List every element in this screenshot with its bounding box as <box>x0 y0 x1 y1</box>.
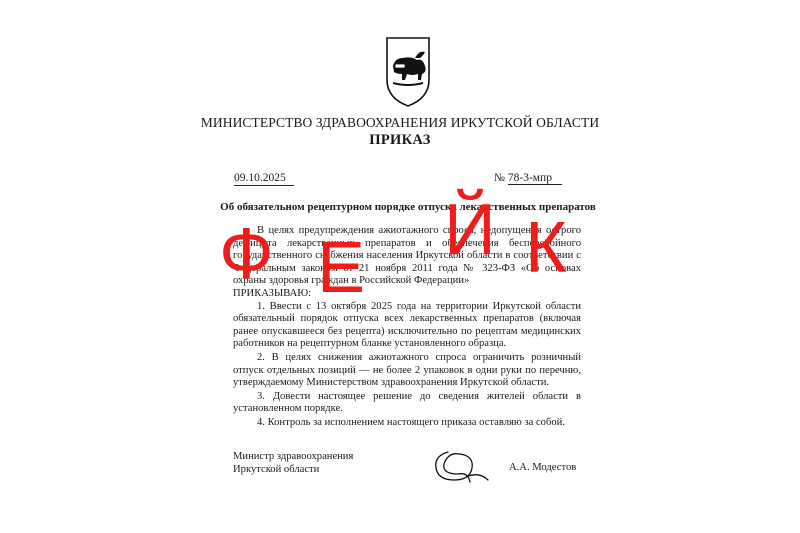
fake-overlay-letter-2: Е <box>317 228 366 308</box>
coat-of-arms-emblem <box>385 36 431 108</box>
number-sign: № <box>494 172 505 184</box>
signatory-title <box>233 450 353 476</box>
order-item-3: 3. Довести настоящее решение до сведения жителей области в установленном порядке. <box>233 390 581 415</box>
signatory-title-line2: Иркутской области <box>233 464 320 475</box>
fake-overlay-letter-4: К <box>525 208 567 288</box>
order-number <box>494 172 562 185</box>
order-word: ПРИКАЗЫВАЮ: <box>233 287 312 299</box>
signatory-title-line1: Министр здравоохранения <box>233 451 354 462</box>
number-value: 78-3-мпр <box>508 172 562 185</box>
fake-overlay-letter-1: Ф <box>219 214 274 294</box>
order-item-1: 1. Ввести с 13 октября 2025 года на территории Иркутской области обязательный порядок отпуска всех лекарственных препаратов (включая ранее опускавшееся без рецепта) исключительно по рецептам медицинских работников на рецептурном бланке установленного образца. <box>233 300 581 350</box>
ministry-heading: МИНИСТЕРСТВО ЗДРАВООХРАНЕНИЯ ИРКУТСКОЙ ОБЛАСТИ <box>200 115 600 130</box>
fake-overlay-letter-3: Й <box>444 190 496 270</box>
order-date: 09.10.2025 <box>234 172 294 186</box>
order-title: ПРИКАЗ <box>369 132 431 148</box>
preamble-paragraph: В целях предупреждения ажиотажного спроса, недопущения острого дефицита лекарственных препаратов и обеспечения бесперебойного государственного снабжения населения Иркутской области в соответствии с Федеральным законом от 21 ноября 2011 года № 323-ФЗ «Об основах охраны здоровья граждан в Российской Федерации» <box>233 225 581 287</box>
handwritten-signature <box>428 446 492 486</box>
order-item-4: 4. Контроль за исполнением настоящего приказа оставляю за собой. <box>257 416 565 428</box>
order-item-2: 2. В целях снижения ажиотажного спроса ограничить розничный отпуск отдельных позиций — не более 2 упаковок в одни руки по перечню, утверждаемому Министерством здравоохранения Иркутской области. <box>233 351 581 389</box>
order-subject: Об обязательном рецептурном порядке отпуска лекарственных препаратов <box>220 201 596 213</box>
signatory-name: А.А. Модестов <box>509 462 577 473</box>
